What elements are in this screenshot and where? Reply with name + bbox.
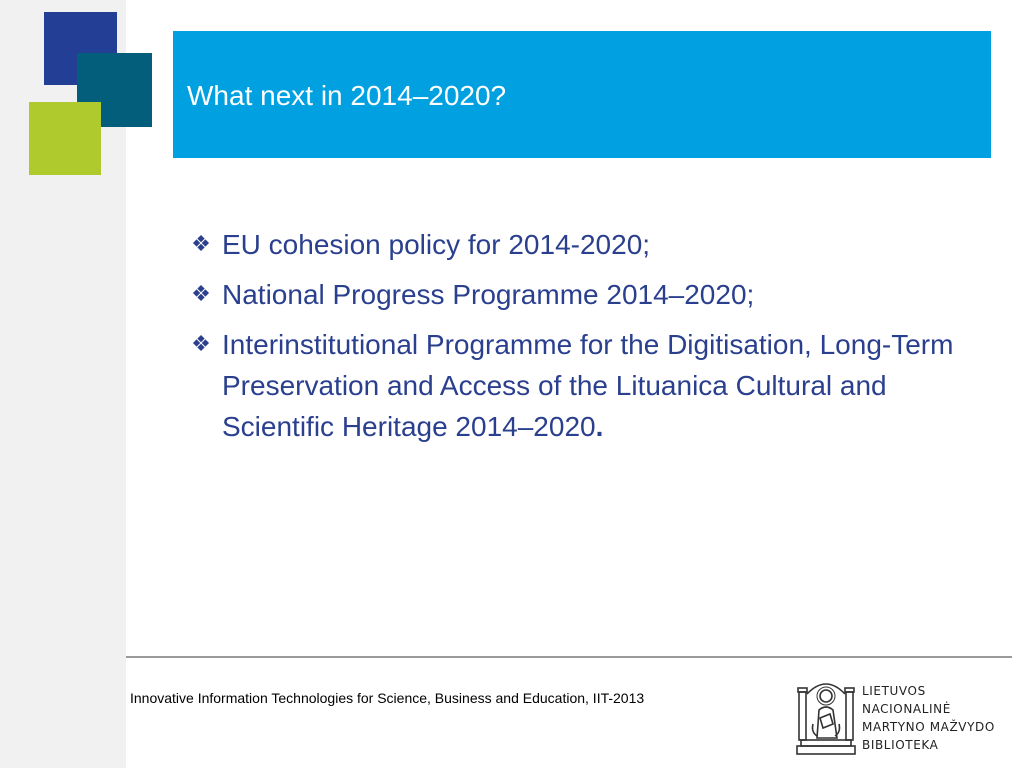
title-bar <box>173 31 991 158</box>
library-name-line: MARTYNO MAŽVYDO <box>862 720 995 734</box>
bullet-emphasis: . <box>595 411 604 442</box>
library-name-line: BIBLIOTEKA <box>862 738 939 752</box>
library-emblem-icon <box>795 674 857 756</box>
bullet-item <box>188 324 968 447</box>
library-name-line: LIETUVOS <box>862 684 926 698</box>
bullet-text: EU cohesion policy for 2014-2020; <box>222 229 651 260</box>
footer-caption: Innovative Information Technologies for Science, Business and Education, IIT-2013 <box>130 690 645 706</box>
footer-divider <box>126 656 1012 658</box>
bullet-list <box>188 224 968 456</box>
diamond-bullet-icon: ❖ <box>191 282 211 307</box>
decor-square-green <box>29 102 101 175</box>
diamond-bullet-icon: ❖ <box>191 232 211 257</box>
slide-title: What next in 2014–2020? <box>187 80 507 111</box>
library-name <box>862 682 995 754</box>
bullet-item <box>188 274 968 315</box>
bullet-text: Interinstitutional Programme for the Digitisation, Long-Term Preservation and Access of the Lituanica Cultural and Scientific Heritage 2014–2020. <box>222 329 954 442</box>
bullet-text: National Progress Programme 2014–2020; <box>222 279 755 310</box>
diamond-bullet-icon: ❖ <box>191 332 211 357</box>
library-name-line: NACIONALINĖ <box>862 702 951 716</box>
bullet-item <box>188 224 968 265</box>
